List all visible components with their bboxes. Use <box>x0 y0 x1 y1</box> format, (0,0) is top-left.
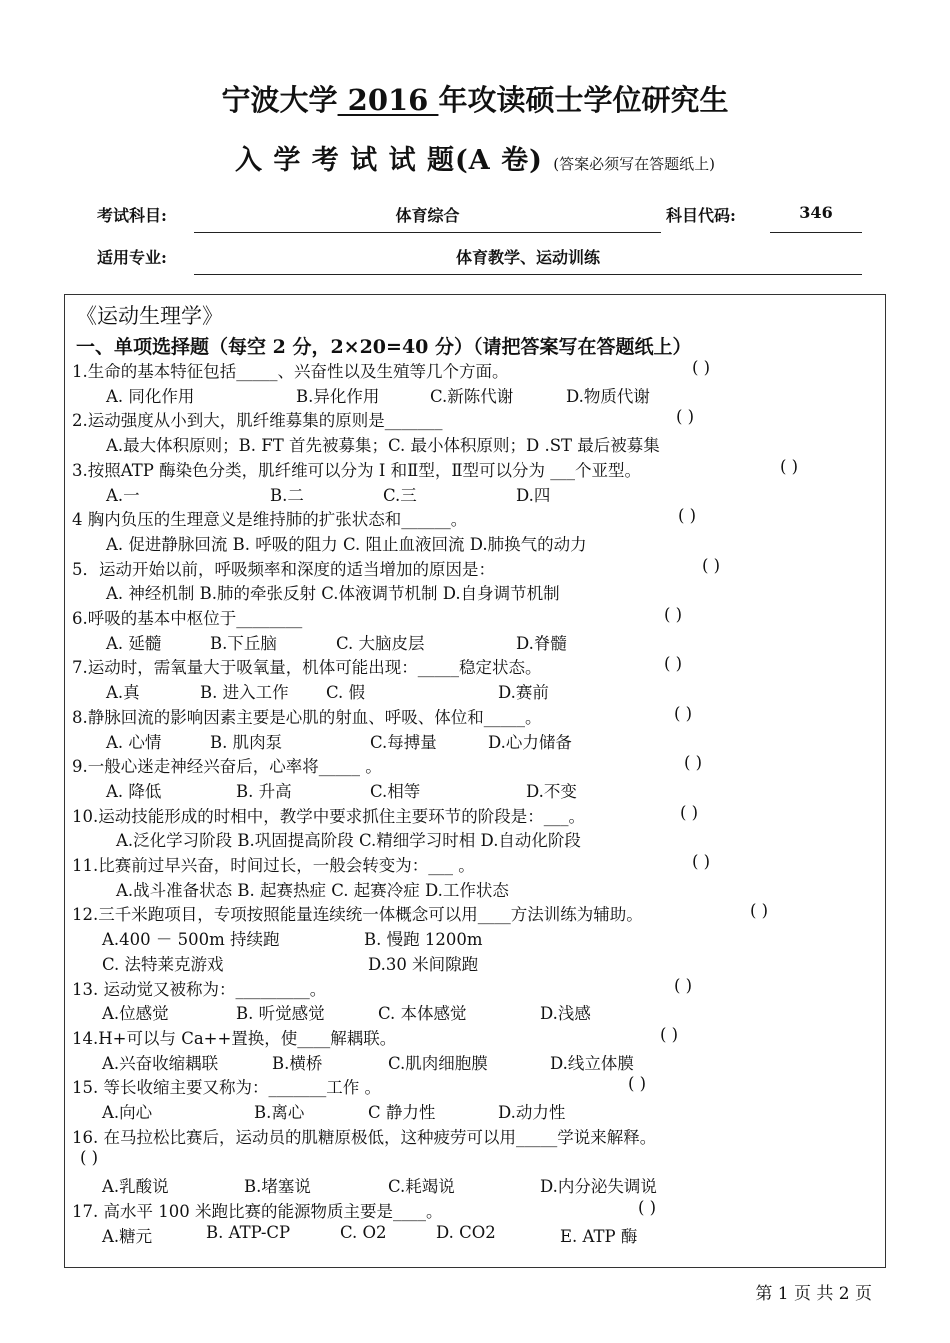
option-text: D.心力储备 <box>488 732 572 752</box>
question-text: 9.一般心迷走神经兴奋后，心率将_____ 。 <box>72 757 382 777</box>
subject-label: 考试科目: <box>97 206 167 225</box>
exam-subtitle: 入 学 考 试 试 题(A 卷) (答案必须写在答题纸上) <box>234 145 716 176</box>
question-text: 17. 高水平 100 米跑比赛的能源物质主要是____。 <box>72 1201 443 1221</box>
option-text: A.一 <box>106 485 140 505</box>
option-text: B.离心 <box>254 1103 305 1122</box>
question-text: 10.运动技能形成的时相中，教学中要求抓住主要环节的阶段是：___。 <box>72 806 585 826</box>
major-value: 体育教学、运动训练 <box>455 248 600 267</box>
option-text: B. 肌肉泵 <box>210 732 283 752</box>
question-text: 14.H+可以与 Ca++置换，使____解耦联。 <box>72 1028 397 1048</box>
option-text: B. 进入工作 <box>200 683 289 703</box>
answer-parens: ( ) <box>692 358 711 377</box>
answer-parens: ( ) <box>674 703 693 723</box>
option-text: B.横桥 <box>272 1053 323 1073</box>
question-text: 16. 在马拉松比赛后，运动员的肌糖原极低，这种疲劳可以用_____学说来解释。 <box>72 1127 657 1147</box>
section-heading: 一、单项选择题（每空 2 分，2×20=40 分）（请把答案写在答题纸上） <box>76 336 692 358</box>
option-text: C.三 <box>383 485 417 505</box>
option-text: B.异化作用 <box>296 386 380 406</box>
option-text: A. 促进静脉回流 B. 呼吸的阻力 C. 阻止血液回流 D.肺换气的动力 <box>106 534 587 554</box>
exam-title: 宁波大学 2016 年攻读硕士学位研究生 <box>221 83 729 117</box>
option-text: ( ) <box>80 1148 99 1168</box>
answer-parens: ( ) <box>628 1074 647 1094</box>
option-text: A.位感觉 <box>102 1004 169 1024</box>
question-text: 8.静脉回流的影响因素主要是心肌的射血、呼吸、体位和_____。 <box>72 707 542 727</box>
question-text: 15. 等长收缩主要又称为：_______工作 。 <box>72 1078 381 1098</box>
option-text: B. ATP-CP <box>206 1222 291 1242</box>
option-text: C. 假 <box>326 683 366 703</box>
code-label: 科目代码: <box>666 206 736 225</box>
option-text: D.脊髓 <box>516 633 567 653</box>
answer-parens: ( ) <box>684 753 703 773</box>
code-value: 346 <box>799 203 833 222</box>
option-text: D.不变 <box>526 781 577 801</box>
option-text: C 静力性 <box>368 1103 436 1122</box>
option-text: A.真 <box>106 683 140 703</box>
option-text: C. 法特莱克游戏 <box>102 954 224 974</box>
answer-parens: ( ) <box>676 407 695 427</box>
question-text: 4 胸内负压的生理意义是维持肺的扩张状态和______。 <box>72 510 468 530</box>
code-underline <box>770 232 862 233</box>
answer-parens: ( ) <box>664 605 683 624</box>
option-text: D. CO2 <box>436 1222 496 1242</box>
option-text: B.二 <box>270 485 304 505</box>
major-label: 适用专业: <box>97 248 167 267</box>
question-text: 6.呼吸的基本中枢位于________ <box>72 609 303 628</box>
option-text: D.线立体膜 <box>550 1053 634 1073</box>
answer-parens: ( ) <box>660 1024 679 1044</box>
answer-parens: ( ) <box>692 852 711 871</box>
option-text: A. 心情 <box>106 732 162 752</box>
answer-parens: ( ) <box>638 1197 657 1217</box>
subject-underline <box>194 232 661 233</box>
option-text: B. 慢跑 1200m <box>364 930 483 950</box>
option-text: A.最大体积原则；B. FT 首先被募集；C. 最小体积原则；D .ST 最后被募集 <box>106 436 660 456</box>
page-number: 第 1 页 共 2 页 <box>755 1284 872 1304</box>
subtitle-note: (答案必须写在答题纸上) <box>553 155 716 173</box>
option-text: B.下丘脑 <box>210 633 277 653</box>
answer-parens: ( ) <box>750 901 769 921</box>
option-text: D.物质代谢 <box>566 386 650 406</box>
question-text: 12.三千米跑项目，专项按照能量连续统一体概念可以用____方法训练为辅助。 <box>72 905 643 925</box>
question-text: 3.按照ATP 酶染色分类，肌纤维可以分为 I 和Ⅱ型，Ⅱ型可以分为 ___个亚型。 <box>72 460 642 480</box>
option-text: D.内分泌失调说 <box>540 1177 657 1197</box>
option-text: D.动力性 <box>498 1103 566 1122</box>
question-text: 13. 运动觉又被称为：_________。 <box>72 979 327 999</box>
option-text: A. 降低 <box>106 781 162 801</box>
option-text: A. 延髓 <box>106 633 162 653</box>
option-text: C.新陈代谢 <box>430 386 514 406</box>
question-text: 7.运动时，需氧量大于吸氧量，机体可能出现：_____稳定状态。 <box>72 658 542 678</box>
answer-parens: ( ) <box>780 456 799 476</box>
option-text: D.四 <box>516 485 551 505</box>
option-text: C. 本体感觉 <box>378 1004 467 1024</box>
option-text: A.糖元 <box>102 1226 153 1246</box>
answer-parens: ( ) <box>664 654 683 674</box>
option-text: A. 同化作用 <box>106 386 195 406</box>
subject-value: 体育综合 <box>395 206 460 225</box>
option-text: D.浅感 <box>540 1004 591 1024</box>
option-text: A.泛化学习阶段 B.巩固提高阶段 C.精细学习时相 D.自动化阶段 <box>116 831 581 851</box>
question-text: 2.运动强度从小到大，肌纤维募集的原则是_______ <box>72 411 443 431</box>
option-text: D.30 米间隙跑 <box>368 954 479 974</box>
option-text: A.乳酸说 <box>102 1177 169 1197</box>
option-text: B.堵塞说 <box>244 1177 311 1197</box>
answer-parens: ( ) <box>674 975 693 995</box>
option-text: C.耗竭说 <box>388 1177 455 1197</box>
option-text: E. ATP 酶 <box>560 1226 638 1246</box>
option-text: C.相等 <box>370 781 421 801</box>
option-text: C. O2 <box>340 1222 387 1242</box>
option-text: A.向心 <box>102 1103 153 1122</box>
major-underline <box>194 274 862 275</box>
option-text: C.肌肉细胞膜 <box>388 1053 488 1073</box>
section-title: 《运动生理学》 <box>76 304 223 328</box>
question-text: 1.生命的基本特征包括_____、兴奋性以及生殖等几个方面。 <box>72 362 509 381</box>
option-text: B. 升高 <box>236 781 292 801</box>
option-text: C. 大脑皮层 <box>336 633 425 653</box>
option-text: C.每搏量 <box>370 732 437 752</box>
question-text: 5．运动开始以前，呼吸频率和深度的适当增加的原因是： <box>72 559 495 579</box>
answer-parens: ( ) <box>678 506 697 526</box>
option-text: D.赛前 <box>498 683 549 703</box>
option-text: A.战斗准备状态 B. 起赛热症 C. 起赛冷症 D.工作状态 <box>116 880 509 900</box>
option-text: A. 神经机制 B.肺的牵张反射 C.体液调节机制 D.自身调节机制 <box>106 584 560 604</box>
answer-parens: ( ) <box>702 555 721 575</box>
answer-parens: ( ) <box>680 802 699 822</box>
option-text: A.兴奋收缩耦联 <box>102 1053 219 1073</box>
option-text: B. 听觉感觉 <box>236 1004 325 1024</box>
question-text: 11.比赛前过早兴奋，时间过长，一般会转变为：___ 。 <box>72 856 475 875</box>
option-text: A.400 － 500m 持续跑 <box>102 930 280 950</box>
